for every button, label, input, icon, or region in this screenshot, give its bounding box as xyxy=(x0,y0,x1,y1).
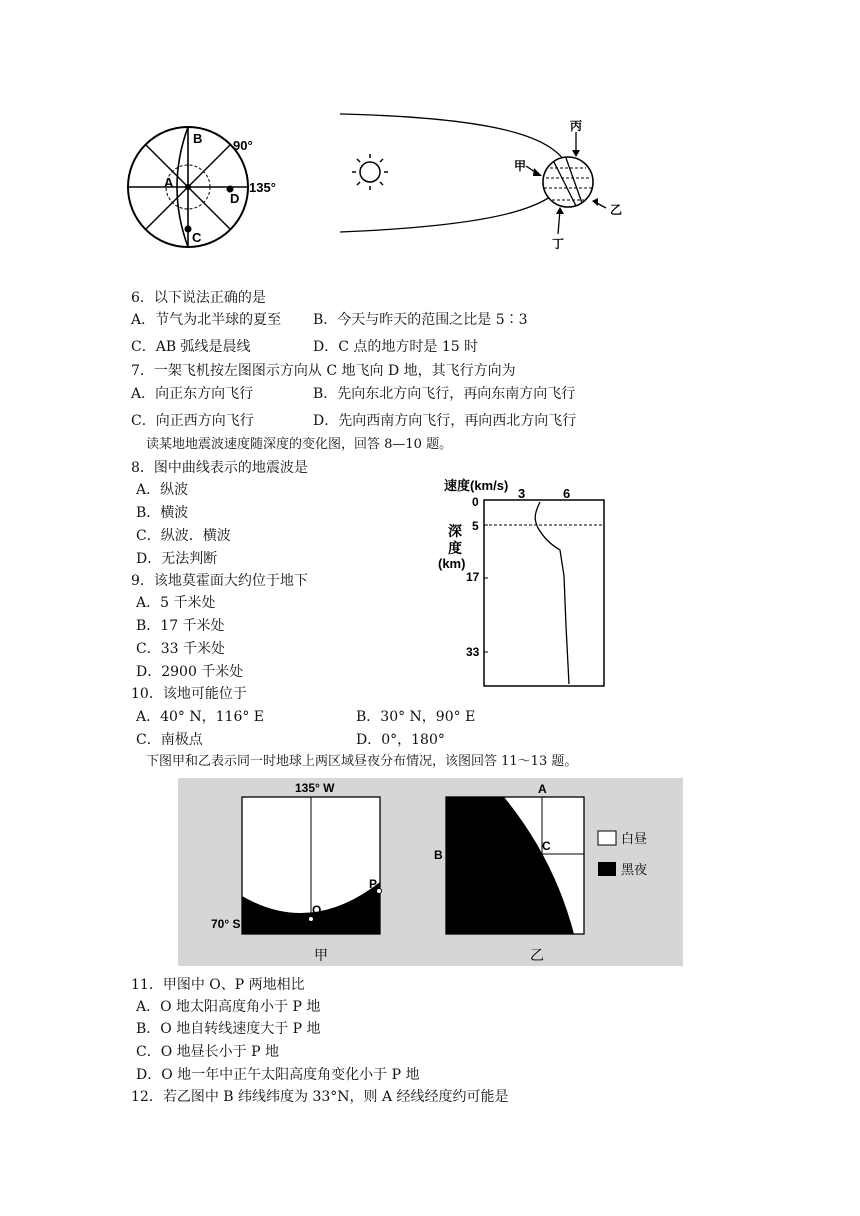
legend-day-label: 白昼 xyxy=(621,831,648,846)
question-6-option-c: C．AB 弧线是晨线 xyxy=(131,339,251,355)
label-bing: 丙 xyxy=(570,119,583,133)
y-tick-33: 33 xyxy=(466,645,480,659)
depth-label-char-1: 深 xyxy=(448,523,462,539)
question-10-option-c: C．南极点 xyxy=(136,732,203,748)
jia-lon-label: 135° W xyxy=(295,781,335,795)
label-c: C xyxy=(192,230,202,245)
label-ding: 丁 xyxy=(552,237,565,251)
x-tick-3: 3 xyxy=(518,486,526,501)
speed-axis-label: 速度(km/s) xyxy=(444,478,509,493)
point-o: O xyxy=(312,903,322,917)
x-tick-6: 6 xyxy=(563,486,571,501)
question-6-option-a: A．节气为北半球的夏至 xyxy=(131,312,282,328)
question-11-option-c: C．O 地昼长小于 P 地 xyxy=(136,1044,279,1060)
question-6-stem: 6．以下说法正确的是 xyxy=(131,290,266,306)
question-7-stem: 7．一架飞机按左图图示方向从 C 地飞向 D 地，其飞行方向为 xyxy=(131,363,516,379)
y-tick-0: 0 xyxy=(472,495,479,509)
question-10-option-d: D．0°，180° xyxy=(356,732,445,748)
y-tick-5: 5 xyxy=(472,519,479,533)
legend-day-swatch xyxy=(598,831,616,845)
question-11-option-b: B．O 地自转线速度大于 P 地 xyxy=(136,1021,321,1037)
sun-icon xyxy=(352,154,388,190)
polar-circle-figure xyxy=(120,125,290,255)
y-tick-17: 17 xyxy=(466,570,480,584)
question-9-stem: 9．该地莫霍面大约位于地下 xyxy=(131,573,308,589)
label-c-yi: C xyxy=(542,839,551,853)
question-8-option-b: B．横波 xyxy=(136,505,189,521)
jia-lat-label: 70° S xyxy=(211,917,241,931)
legend-night-label: 黑夜 xyxy=(621,862,648,877)
daynight-figure xyxy=(178,778,683,966)
label-jia: 甲 xyxy=(514,159,527,173)
question-7-option-a: A．向正东方向飞行 xyxy=(131,386,254,402)
question-8-stem: 8．图中曲线表示的地震波是 xyxy=(131,460,308,476)
question-6-option-d: D．C 点的地方时是 15 时 xyxy=(313,339,479,355)
question-10-option-a: A．40° N，116° E xyxy=(136,709,265,725)
label-90deg: 90° xyxy=(233,138,253,153)
earth-icon xyxy=(543,157,593,207)
question-6-option-b: B．今天与昨天的范围之比是 5∶3 xyxy=(313,312,528,328)
label-b: B xyxy=(193,131,203,146)
label-yi: 乙 xyxy=(610,203,623,217)
question-10-option-b: B．30° N，90° E xyxy=(356,709,476,725)
question-10-stem: 10．该地可能位于 xyxy=(131,686,247,702)
intro-8-10: 读某地地震波速度随深度的变化图，回答 8—10 题。 xyxy=(146,437,453,452)
question-9-option-c: C．33 千米处 xyxy=(136,641,225,657)
question-11-stem: 11．甲图中 O、P 两地相比 xyxy=(131,977,305,993)
label-a: A xyxy=(164,175,174,190)
question-9-option-a: A．5 千米处 xyxy=(136,595,216,611)
label-a-yi: A xyxy=(538,782,547,796)
depth-label-char-2: 度 xyxy=(448,540,462,556)
question-8-option-c: C．纵波．横波 xyxy=(136,528,231,544)
caption-jia: 甲 xyxy=(314,947,328,963)
seismic-velocity-figure xyxy=(430,466,620,688)
point-p: P xyxy=(369,877,378,891)
question-7-option-b: B．先向东北方向飞行，再向东南方向飞行 xyxy=(313,386,576,402)
question-9-option-b: B．17 千米处 xyxy=(136,618,225,634)
intro-11-13: 下图甲和乙表示同一时地球上两区域昼夜分布情况，该图回答 11～13 题。 xyxy=(146,754,578,769)
question-8-option-a: A．纵波 xyxy=(136,482,189,498)
caption-yi: 乙 xyxy=(530,947,544,963)
daynight-svg xyxy=(178,778,683,966)
legend-night-swatch xyxy=(598,862,616,876)
label-d: D xyxy=(230,191,240,206)
label-135deg: 135° xyxy=(249,180,276,195)
earth-orbit-figure xyxy=(330,110,630,260)
question-8-option-d: D．无法判断 xyxy=(136,551,218,567)
velocity-curve xyxy=(535,502,569,684)
question-7-option-c: C．向正西方向飞行 xyxy=(131,413,254,429)
question-11-option-a: A．O 地太阳高度角小于 P 地 xyxy=(136,999,321,1015)
question-12-stem: 12．若乙图中 B 纬线纬度为 33°N，则 A 经线经度约可能是 xyxy=(131,1089,509,1105)
question-7-option-d: D．先向西南方向飞行，再向西北方向飞行 xyxy=(313,413,577,429)
question-9-option-d: D．2900 千米处 xyxy=(136,664,244,680)
depth-label-unit: (km) xyxy=(438,556,466,571)
label-b-yi: B xyxy=(434,848,443,862)
question-11-option-d: D．O 地一年中正午太阳高度角变化小于 P 地 xyxy=(136,1067,420,1083)
